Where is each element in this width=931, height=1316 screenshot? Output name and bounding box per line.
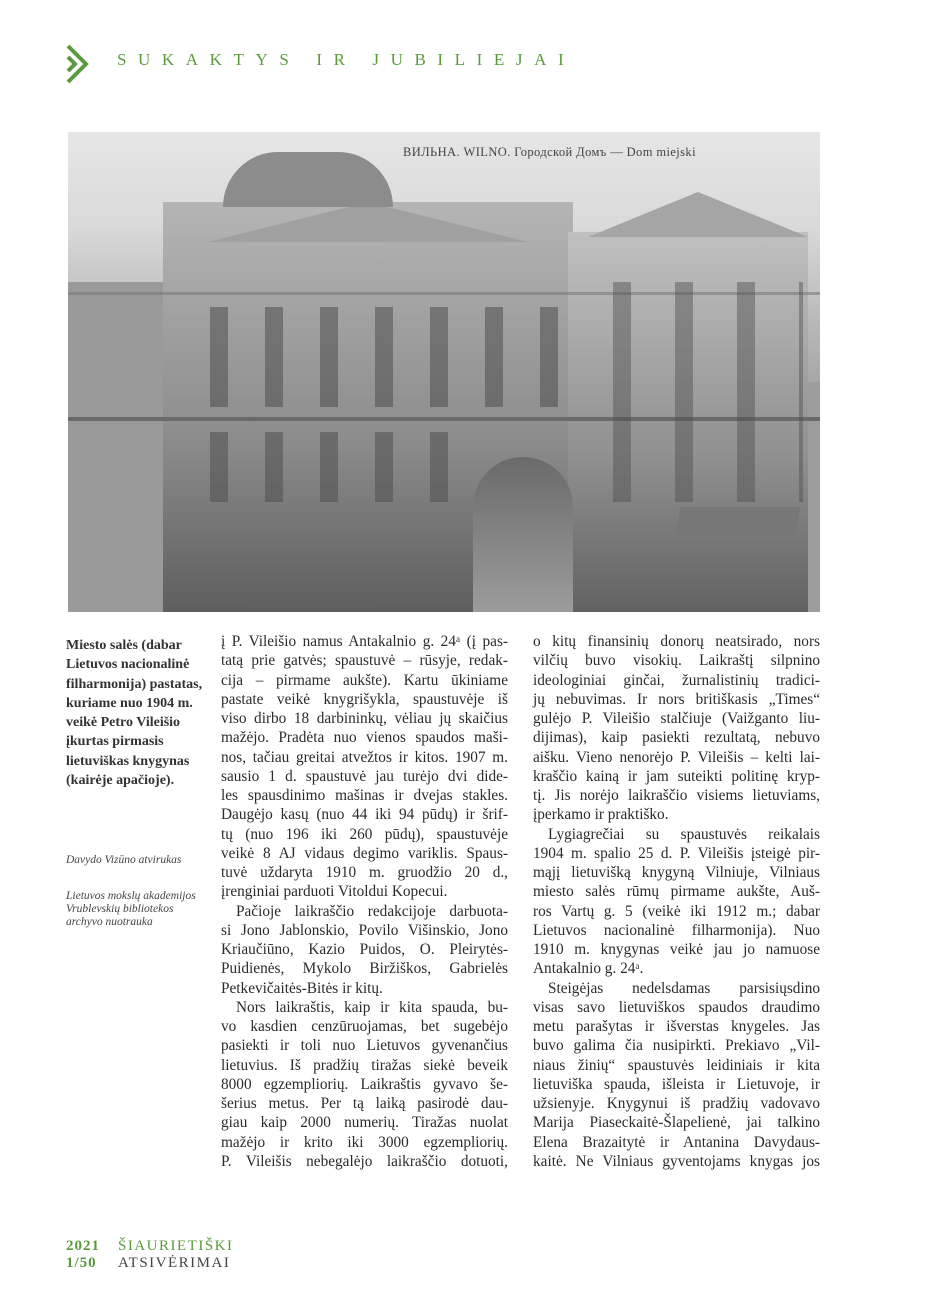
text-line: 1910 m. knygynas veikė jau jo namuose [533,941,820,958]
text-line: si Jono Jablonskio, Povilo Višinskio, Jono [221,921,508,939]
text-line: niaus žinių“ spaustuvės leidiniais ir kita [533,1056,820,1074]
text-line: užsienyje. Knygynui iš pradžių vadovavo [533,1095,820,1112]
section-title: SUKAKTYS IR JUBILIEJAI [117,50,576,69]
text-line: lietuvius. Iš pradžių tiražas siekė beveik [221,1056,508,1074]
text-line: pastate veikė knygrišykla, spaustuvėje iš [221,690,508,708]
text-column-1 [221,632,508,1171]
text-line: P. Vileišis nebegalėjo laikraščio dotuoti, [221,1152,508,1170]
text-line: aišku. Vieno nenorėjo P. Vileišis – kelti lai- [533,748,820,766]
text-line: mąjį lietuvišką knygyną Vilniuje, Vilniaus [533,864,820,881]
text-line: jų nebuvimas. Ir nors britiškasis „Times“ [533,690,820,708]
footer-year: 2021 [66,1238,100,1254]
text-line: Pačioje laikraščio redakcijoje darbuota- [236,902,508,920]
paragraph [221,902,508,998]
text-line: viso dirbo 18 darbininkų, vėliau jų skaičius [221,710,508,727]
text-line: Lygiagrečiai su spaustuvės reikalais [548,825,820,843]
text-line: metu parašytas ir išverstas knygeles. Jas [533,1018,820,1035]
text-line: ros Vartų g. 5 (veikė iki 1912 m.; dabar [533,902,820,920]
text-line: kaitė. Ne Vilniaus gyventojams knygas jos [533,1152,820,1170]
photo-credit-author: Davydo Vizūno atvirukas [66,854,182,866]
text-line: giau kaip 2000 numerių. Tiražas nuolat [221,1114,508,1132]
text-line: nos, tačiau greitai atvežtos ir kitos. 1907 m. [221,748,508,766]
text-line: kraščio kainą ir jam suteikti politinę kryp- [533,767,820,785]
text-line: 1904 m. spalio 25 d. P. Vileišis įsteigė pir- [533,844,820,862]
photo-printed-caption: ВИЛЬНА. WILNO. Городской Домъ — Dom miejski [403,145,696,159]
footer-issue: 1/50 [66,1255,97,1271]
text-line: visas savo lietuviškos spaudos draudimo [533,998,820,1016]
text-line: Antakalnio g. 24ᵃ. [533,960,644,978]
text-line: įperkamo ir praktiško. [533,806,669,824]
text-line: pasiekti ir toli nuo Lietuvos gyvenančius [221,1037,508,1055]
text-line: šerius metus. Per tą laiką pasirodė dau- [221,1095,508,1112]
paragraph [533,825,820,979]
text-line: vilčių buvo visokių. Laikraštį silpnino [533,652,820,670]
text-line: vo kasdien cenzūruojamas, bet sugebėjo [221,1018,508,1035]
text-line: tų (nuo 196 iki 260 pūdų), spaustuvėje [221,825,508,843]
text-line: Daugėjo kasų (nuo 44 iki 94 pūdų) ir šrif- [221,806,508,824]
paragraph [221,998,508,1171]
building-photo [68,132,820,612]
text-line: tatą prie gatvės; spaustuvė – rūsyje, redak- [221,652,508,670]
text-line: cija – pirmame aukšte). Kartu ūkiniame [221,671,508,689]
footer-magazine-title-2: ATSIVĖRIMAI [118,1255,231,1271]
paragraph [533,979,820,1172]
text-line: į P. Vileišio namus Antakalnio g. 24ᵃ (į pas- [221,633,508,650]
text-line: Puidienės, Mykolo Biržiškos, Gabrielės [221,960,508,978]
text-line: dijimas), kaip pasiekti rezultatą, nebuvo [533,729,820,747]
paragraph [533,632,820,825]
text-line: gulėjo P. Vileišio stalčiuje (Vaižganto liu- [533,710,820,727]
text-column-2 [533,632,820,1171]
text-line: miesto salės rūmų pirmame aukšte, Auš- [533,883,820,901]
text-line: lietuviška spauda, išleista ir Lietuvoje, ir [533,1075,820,1093]
text-line: Elena Brazaitytė ir Antanina Davydaus- [533,1133,820,1151]
text-line: Petkevičaitės-Bitės ir kitų. [221,979,383,997]
text-line: mažėjo ir krito iki 3000 egzempliorių. [221,1133,508,1151]
text-line: įrenginiai parduoti Vitoldui Kopecui. [221,883,448,901]
text-line: Steigėjas nedelsdamas parsisiųsdino [548,979,820,997]
footer [66,1238,234,1272]
text-line: veikė 8 AJ vidaus degimo variklis. Spaus- [221,844,508,862]
text-line: 8000 egzempliorių. Laikraštis gyvavo še- [221,1075,508,1093]
text-line: o kitų finansinių donorų neatsirado, nors [533,633,820,650]
text-line: Nors laikraštis, kaip ir kita spauda, bu- [236,998,508,1016]
paragraph [221,632,508,902]
text-line: tį. Jis norėjo laikraščio visiems lietuviams, [533,787,820,804]
double-chevron-right-icon [66,44,92,84]
text-line: ideologiniai ginčai, žurnalistinių tradici- [533,671,820,689]
text-line: buvo galima čia nusipirkti. Prekiavo „Vil- [533,1037,820,1055]
text-line: tuvė uždaryta 1910 m. gruodžio 20 d., [221,864,508,881]
photo-credit-archive: Lietuvos mokslų akademijos Vrublevskių bibliotekos archyvo nuotrauka [66,890,196,928]
text-line: sausio 1 d. spaustuvė jau turėjo dvi dide- [221,767,508,785]
text-line: mažėjo. Pradėta nuo vienos spaudos maši- [221,729,508,747]
photo-caption: Miesto salės (dabar Lietuvos nacionalinė filharmonija) pastatas, kuriame nuo 1904 m. veikė Petro Vileišio įkurtas pirmasis lietuviškas knygynas (kairėje apačioje). [66,638,203,789]
text-line: Lietuvos nacionalinė filharmonija). Nuo [533,921,820,939]
text-line: Kriaučiūno, Kazio Puidos, O. Pleirytės- [221,941,508,958]
footer-magazine-title-1: ŠIAURIETIŠKI [118,1238,234,1254]
text-line: Marija Piaseckaitė-Šlapelienė, jai talkino [533,1114,820,1132]
text-line: les spausdinimo mašinas ir dvejas stakles. [221,787,508,804]
